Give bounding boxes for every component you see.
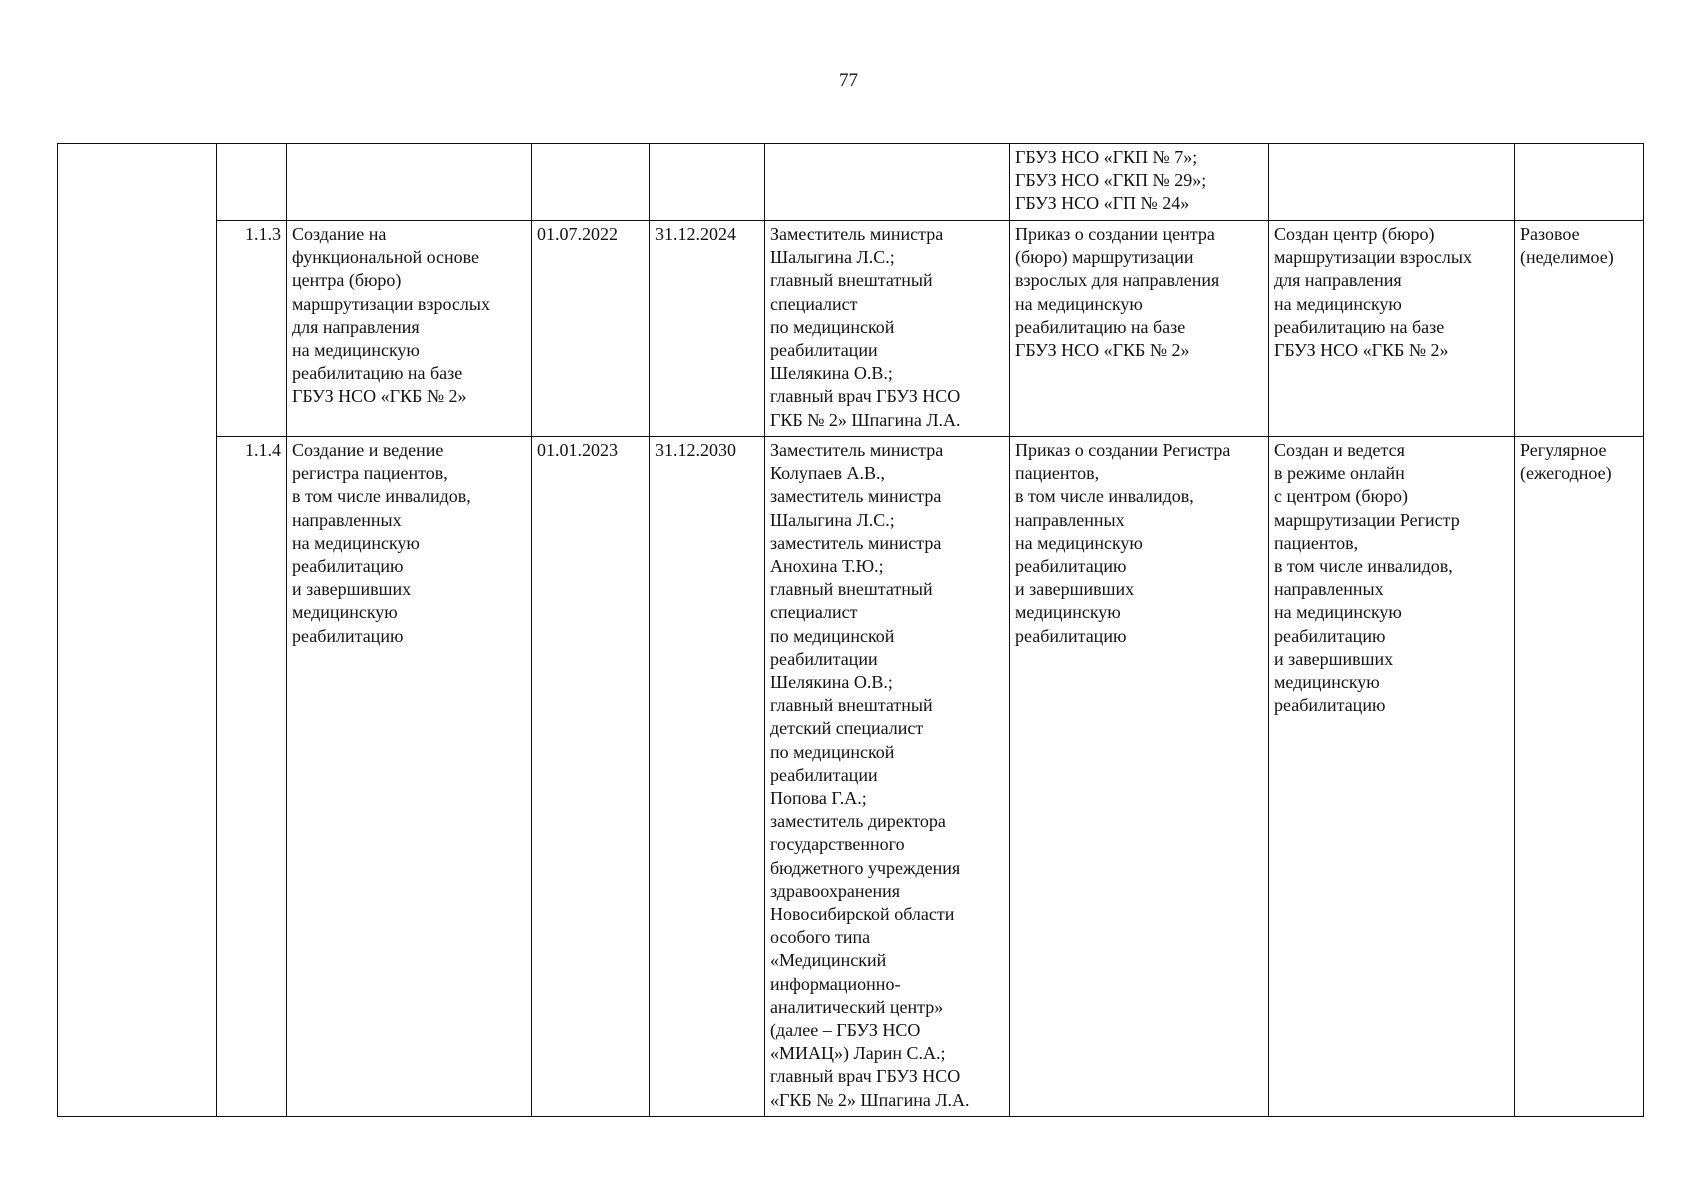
cell-line: Создан центр (бюро): [1274, 224, 1435, 244]
event-type: [1515, 437, 1644, 1117]
cell-line: по медицинской: [770, 316, 895, 337]
cell-line: ГБУЗ НСО «ГП № 24»: [1015, 193, 1190, 214]
cell-line: на медицинскую: [1015, 293, 1143, 314]
cell-line: реабилитацию: [292, 556, 404, 577]
cell-line: функциональной основе: [292, 247, 480, 268]
cell-line: направленных: [292, 509, 402, 530]
cell-line: реабилитацию на базе: [1015, 316, 1186, 337]
cell-line: реабилитации: [770, 340, 878, 361]
cell-line: (ежегодное): [1520, 463, 1612, 484]
cell-line: главный внештатный: [770, 270, 933, 291]
cell-line: ГБУЗ НСО «ГКБ № 2»: [1015, 340, 1190, 361]
start-date: 01.07.2022: [532, 221, 650, 437]
end-date: [650, 144, 765, 221]
cell-line: Шелякина О.В.;: [770, 672, 893, 693]
end-date: 31.12.2030: [650, 437, 765, 1117]
cell-line: Шалыгина Л.С.;: [770, 509, 895, 530]
event-title: [287, 221, 532, 437]
row-number: 1.1.3: [217, 221, 287, 437]
cell-line: реабилитацию: [1015, 625, 1127, 646]
row-number: [217, 144, 287, 221]
cell-line: (бюро) маршрутизации: [1015, 247, 1194, 268]
cell-line: «Медицинский: [770, 950, 887, 971]
cell-line: реабилитацию: [1274, 695, 1386, 716]
cell-line: ГБУЗ НСО «ГКБ № 2»: [1274, 340, 1449, 361]
cell-line: центра (бюро): [292, 270, 402, 291]
cell-line: Создание и ведение: [292, 440, 444, 460]
cell-line: главный врач ГБУЗ НСО: [770, 386, 961, 407]
cell-line: ГБУЗ НСО «ГКБ № 2»: [292, 386, 467, 407]
event-type: [1515, 221, 1644, 437]
cell-line: реабилитацию на базе: [1274, 316, 1445, 337]
cell-line: для направления: [292, 316, 420, 337]
cell-line: направленных: [1274, 579, 1384, 600]
expected-result: [1269, 437, 1515, 1117]
cell-line: специалист: [770, 602, 858, 623]
plan-table: [57, 143, 1644, 1117]
start-date: 01.01.2023: [532, 437, 650, 1117]
cell-line: на медицинскую: [1274, 293, 1402, 314]
cell-line: информационно-: [770, 973, 901, 994]
cell-line: на медицинскую: [1274, 602, 1402, 623]
responsible-persons: [765, 144, 1010, 221]
cell-line: аналитический центр»: [770, 996, 944, 1017]
expected-result: [1269, 144, 1515, 221]
merged-left-cell: [58, 144, 217, 1117]
cell-line: с центром (бюро): [1274, 486, 1408, 507]
cell-line: Анохина Т.Ю.;: [770, 556, 884, 577]
cell-line: Новосибирской области: [770, 904, 955, 925]
cell-line: и завершивших: [1274, 648, 1394, 669]
cell-line: Создание на: [292, 224, 387, 244]
cell-line: Заместитель министра: [770, 440, 944, 460]
cell-line: Шелякина О.В.;: [770, 363, 893, 384]
event-title: [287, 437, 532, 1117]
cell-line: регистра пациентов,: [292, 463, 448, 484]
cell-line: маршрутизации взрослых: [1274, 247, 1472, 268]
cell-line: главный врач ГБУЗ НСО: [770, 1066, 961, 1087]
cell-line: пациентов,: [1015, 463, 1100, 484]
cell-line: по медицинской: [770, 741, 895, 762]
cell-line: реабилитации: [770, 648, 878, 669]
cell-line: Регулярное: [1520, 440, 1607, 460]
end-date: 31.12.2024: [650, 221, 765, 437]
page-number: 77: [839, 70, 858, 91]
cell-line: пациентов,: [1274, 532, 1359, 553]
cell-line: бюджетного учреждения: [770, 857, 961, 878]
cell-line: Приказ о создании Регистра: [1015, 440, 1231, 460]
cell-line: Колупаев А.В.,: [770, 463, 885, 484]
cell-line: реабилитацию: [292, 625, 404, 646]
cell-line: реабилитацию: [1274, 625, 1386, 646]
cell-line: для направления: [1274, 270, 1402, 291]
cell-line: особого типа: [770, 927, 871, 948]
cell-line: детский специалист: [770, 718, 924, 739]
cell-line: медицинскую: [1274, 672, 1380, 693]
cell-line: (неделимое): [1520, 247, 1614, 268]
cell-line: по медицинской: [770, 625, 895, 646]
cell-line: Разовое: [1520, 224, 1580, 244]
cell-line: ГБУЗ НСО «ГКП № 29»;: [1015, 170, 1207, 191]
event-title: [287, 144, 532, 221]
cell-line: в режиме онлайн: [1274, 463, 1405, 484]
cell-line: заместитель директора: [770, 811, 946, 832]
cell-line: и завершивших: [292, 579, 412, 600]
cell-line: «МИАЦ») Ларин С.А.;: [770, 1043, 946, 1064]
cell-line: Создан и ведется: [1274, 440, 1405, 460]
cell-line: направленных: [1015, 509, 1125, 530]
cell-line: на медицинскую: [292, 532, 420, 553]
cell-line: государственного: [770, 834, 905, 855]
table-row: [58, 144, 1644, 221]
cell-line: (далее – ГБУЗ НСО: [770, 1020, 921, 1041]
cell-line: Шалыгина Л.С.;: [770, 247, 895, 268]
expected-result: [1269, 221, 1515, 437]
cell-line: медицинскую: [1015, 602, 1121, 623]
document-description: [1010, 144, 1269, 221]
cell-line: ГКБ № 2» Шпагина Л.А.: [770, 409, 961, 430]
cell-line: главный внештатный: [770, 579, 933, 600]
cell-line: в том числе инвалидов,: [1274, 556, 1453, 577]
cell-line: на медицинскую: [1015, 532, 1143, 553]
cell-line: ГБУЗ НСО «ГКП № 7»;: [1015, 147, 1198, 167]
cell-line: главный внештатный: [770, 695, 933, 716]
cell-line: Попова Г.А.;: [770, 788, 867, 809]
cell-line: здравоохранения: [770, 880, 901, 901]
cell-line: специалист: [770, 293, 858, 314]
cell-line: заместитель министра: [770, 532, 942, 553]
document-description: [1010, 437, 1269, 1117]
document-description: [1010, 221, 1269, 437]
cell-line: маршрутизации взрослых: [292, 293, 490, 314]
responsible-persons: [765, 437, 1010, 1117]
cell-line: на медицинскую: [292, 340, 420, 361]
cell-line: в том числе инвалидов,: [292, 486, 471, 507]
cell-line: и завершивших: [1015, 579, 1135, 600]
start-date: [532, 144, 650, 221]
cell-line: маршрутизации Регистр: [1274, 509, 1460, 530]
cell-line: заместитель министра: [770, 486, 942, 507]
cell-line: медицинскую: [292, 602, 398, 623]
cell-line: реабилитации: [770, 764, 878, 785]
cell-line: реабилитацию: [1015, 556, 1127, 577]
cell-line: взрослых для направления: [1015, 270, 1220, 291]
table-row: [58, 437, 1644, 1117]
responsible-persons: [765, 221, 1010, 437]
cell-line: в том числе инвалидов,: [1015, 486, 1194, 507]
table-row: [58, 221, 1644, 437]
row-number: 1.1.4: [217, 437, 287, 1117]
cell-line: Заместитель министра: [770, 224, 944, 244]
cell-line: «ГКБ № 2» Шпагина Л.А.: [770, 1089, 970, 1110]
cell-line: Приказ о создании центра: [1015, 224, 1215, 244]
cell-line: реабилитацию на базе: [292, 363, 463, 384]
event-type: [1515, 144, 1644, 221]
